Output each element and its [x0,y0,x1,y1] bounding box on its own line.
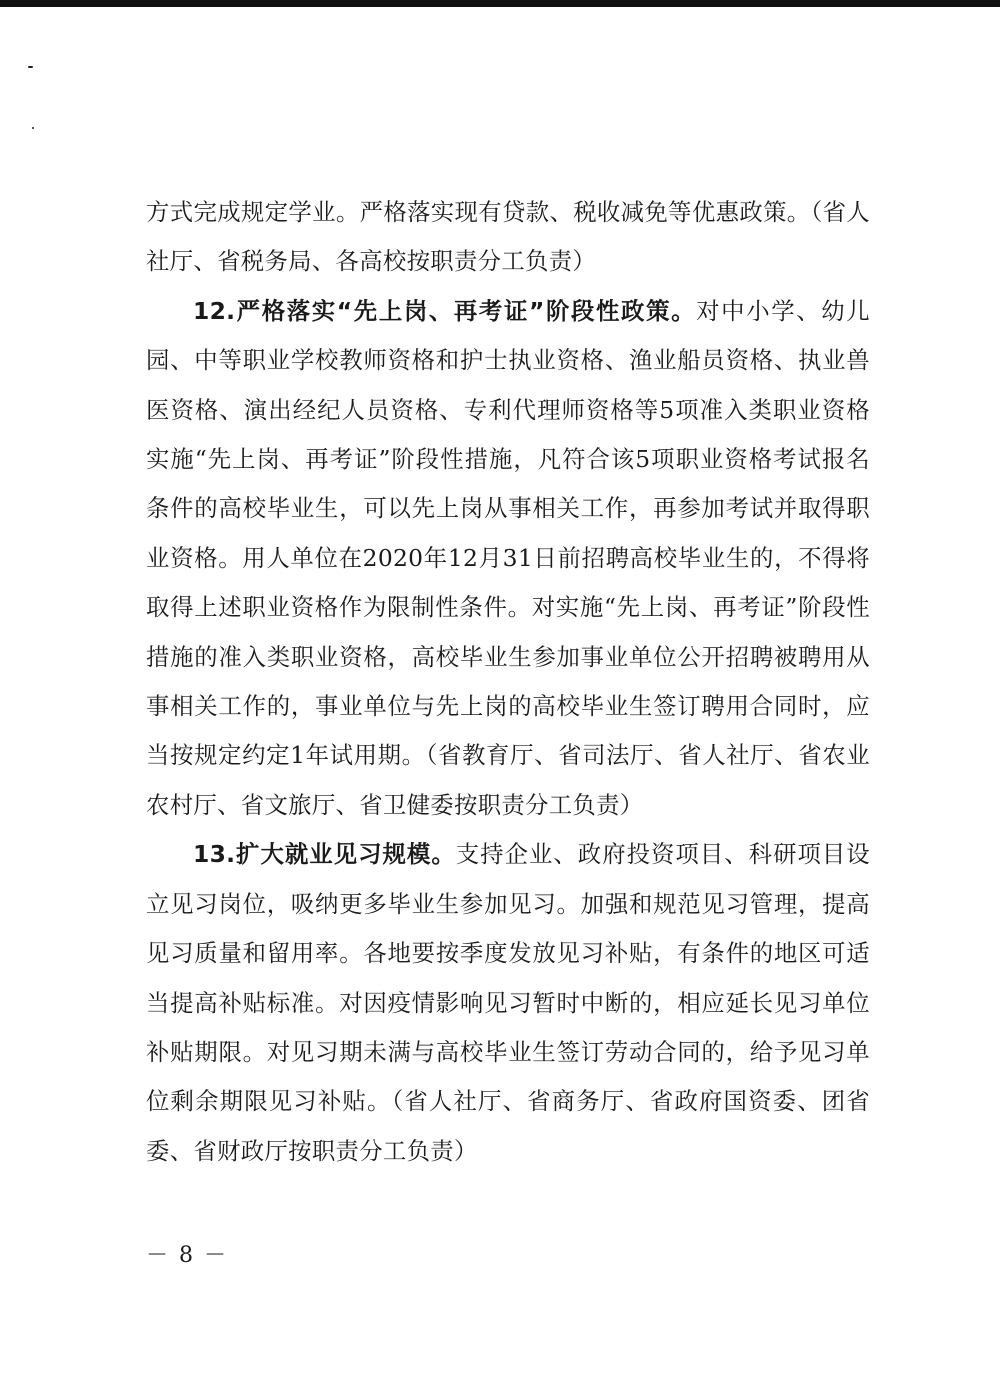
page-number: － 8 － [146,1243,228,1268]
paragraph-item-12 [146,287,870,830]
paragraph-item-13 [146,830,870,1176]
paragraph-body: 支持企业、政府投资项目、科研项目设立见习岗位，吸纳更多毕业生参加见习。加强和规范见习管理，提高见习质量和留用率。各地要按季度发放见习补贴，有条件的地区可适当提高补贴标准。对因疫情影响见习暂时中断的，相应延长见习单位补贴期限。对见习期未满与高校毕业生签订劳动合同的，给予见习单位剩余期限见习补贴。（省人社厅、省商务厅、省政府国资委、团省委、省财政厅按职责分工负责） [146,840,870,1165]
scan-top-border [0,0,1000,7]
item-heading: 12.严格落实“先上岗、再考证”阶段性政策。 [193,296,697,325]
scan-speck [28,66,33,68]
item-heading: 13.扩大就业见习规模。 [193,840,456,869]
paragraph-continuation [146,188,870,287]
scan-speck [32,127,34,129]
document-body [146,188,870,1176]
paragraph-body: 方式完成规定学业。严格落实现有贷款、税收减免等优惠政策。（省人社厅、省税务局、各高校按职责分工负责） [146,198,870,276]
paragraph-body: 对中小学、幼儿园、中等职业学校教师资格和护士执业资格、渔业船员资格、执业兽医资格、演出经纪人员资格、专利代理师资格等5项准入类职业资格实施“先上岗、再考证”阶段性措施，凡符合该5项职业资格考试报名条件的高校毕业生，可以先上岗从事相关工作，再参加考试并取得职业资格。用人单位在2020年12月31日前招聘高校毕业生的，不得将取得上述职业资格作为限制性条件。对实施“先上岗、再考证”阶段性措施的准入类职业资格，高校毕业生参加事业单位公开招聘被聘用从事相关工作的，事业单位与先上岗的高校毕业生签订聘用合同时，应当按规定约定1年试用期。（省教育厅、省司法厅、省人社厅、省农业农村厅、省文旅厅、省卫健委按职责分工负责） [146,296,870,819]
